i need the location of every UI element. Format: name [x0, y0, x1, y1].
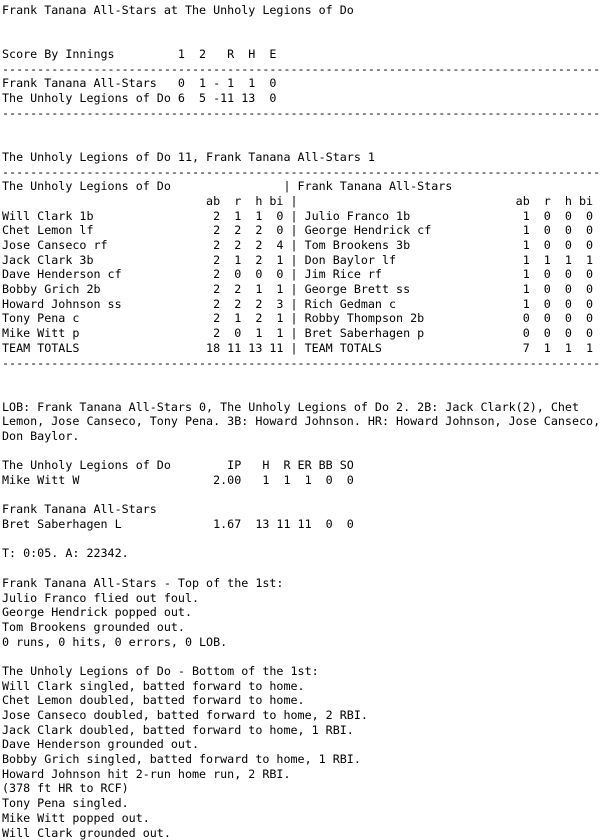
batting-row: Dave Henderson cf 2 0 0 0 | Jim Rice rf 1 0 0 0 [2, 267, 594, 282]
blank-line [2, 135, 613, 150]
pbp-line: Julio Franco flied out foul. [2, 590, 200, 605]
batting-totals-row: TEAM TOTALS 18 11 13 11 | TEAM TOTALS 7 1 1 1 [2, 340, 594, 355]
pbp-line: Bobby Grich singled, batted forward to home, 1 RBI. [2, 752, 361, 767]
play-by-play [2, 576, 613, 840]
pitching-row: Bret Saberhagen L 1.67 13 11 11 0 0 [2, 517, 354, 532]
batting-row: Jack Clark 3b 2 1 2 1 | Don Baylor lf 1 1 1 1 [2, 252, 594, 267]
pbp-line: Jack Clark doubled, batted forward to home, 1 RBI. [2, 722, 354, 737]
batting-stat-header: ab r h bi | ab r h bi [2, 193, 594, 208]
pbp-line: Mike Witt popped out. [2, 810, 150, 825]
game-info-line: T: 0:05. A: 22342. [2, 546, 129, 561]
blank-line [2, 385, 613, 400]
score-by-innings-header: Score By Innings 1 2 R H E [2, 47, 277, 62]
batting-row: Jose Canseco rf 2 2 2 4 | Tom Brookens 3b 1 0 0 0 [2, 238, 594, 252]
blank-line [2, 32, 613, 47]
pbp-line: Will Clark singled, batted forward to home. [2, 678, 305, 693]
blank-line [2, 649, 613, 664]
blank-line [2, 488, 613, 503]
separator-line: ------------------------------------------------------------------------------------- [2, 105, 601, 120]
pbp-line: Jose Canseco doubled, batted forward to home, 2 RBI. [2, 708, 368, 722]
batting-row: Mike Witt p 2 0 1 1 | Bret Saberhagen p 0 0 0 0 [2, 326, 594, 341]
pbp-line: Tom Brookens grounded out. [2, 619, 185, 634]
batting-row: Howard Johnson ss 2 2 2 3 | Rich Gedman c 1 0 0 0 [2, 296, 594, 311]
game-title: Frank Tanana All-Stars at The Unholy Legions of Do [2, 3, 354, 17]
batting-row: Bobby Grich 2b 2 2 1 1 | George Brett ss 1 0 0 0 [2, 282, 594, 297]
pbp-line: Tony Pena singled. [2, 796, 129, 811]
line-score-row: Frank Tanana All-Stars 0 1 - 1 1 0 [2, 76, 277, 91]
batting-team-header: The Unholy Legions of Do | Frank Tanana All-Stars [2, 179, 453, 194]
pbp-line: 0 runs, 0 hits, 0 errors, 0 LOB. [2, 634, 228, 649]
separator-line: ------------------------------------------------------------------------------------- [2, 355, 601, 370]
blank-line [2, 370, 613, 385]
notes-line: Lemon, Jose Canseco, Tony Pena. 3B: Howard Johnson. HR: Howard Johnson, Jose Canseco, [2, 414, 601, 429]
pbp-line: (378 ft HR to RCF) [2, 781, 129, 796]
pitching-team-line: Frank Tanana All-Stars [2, 502, 157, 517]
pbp-line: Howard Johnson hit 2-run home run, 2 RBI. [2, 766, 291, 781]
blank-line [2, 18, 613, 33]
batting-row: Tony Pena c 2 1 2 1 | Robby Thompson 2b 0 0 0 0 [2, 311, 594, 326]
pbp-line: Dave Henderson grounded out. [2, 737, 200, 752]
line-score-row: The Unholy Legions of Do 6 5 -11 13 0 [2, 91, 277, 106]
pbp-heading: The Unholy Legions of Do - Bottom of the 1st: [2, 663, 319, 678]
batting-row: Chet Lemon lf 2 2 2 0 | George Hendrick cf 1 0 0 0 [2, 223, 594, 238]
final-score-line: The Unholy Legions of Do 11, Frank Tanana All-Stars 1 [2, 149, 375, 164]
batting-table [2, 179, 613, 355]
pbp-line: Will Clark grounded out. [2, 825, 171, 840]
notes-line: LOB: Frank Tanana All-Stars 0, The Unholy Legions of Do 2. 2B: Jack Clark(2), Chet [2, 399, 579, 414]
pitching-header: The Unholy Legions of Do IP H R ER BB SO [2, 458, 354, 473]
blank-line [2, 121, 613, 136]
pbp-line: Chet Lemon doubled, batted forward to home. [2, 693, 305, 708]
line-score-rows [2, 76, 613, 105]
pitching-table [2, 458, 613, 531]
pbp-heading: Frank Tanana All-Stars - Top of the 1st: [2, 575, 284, 590]
blank-line [2, 532, 613, 547]
pitching-row: Mike Witt W 2.00 1 1 1 0 0 [2, 473, 354, 487]
pbp-line: George Hendrick popped out. [2, 605, 192, 620]
separator-line: ------------------------------------------------------------------------------------- [2, 61, 601, 76]
separator-line: ------------------------------------------------------------------------------------- [2, 164, 601, 179]
blank-line [2, 444, 613, 459]
batting-row: Will Clark 1b 2 1 1 0 | Julio Franco 1b 1 0 0 0 [2, 208, 594, 223]
blank-line [2, 561, 613, 576]
notes-line: Don Baylor. [2, 428, 80, 443]
